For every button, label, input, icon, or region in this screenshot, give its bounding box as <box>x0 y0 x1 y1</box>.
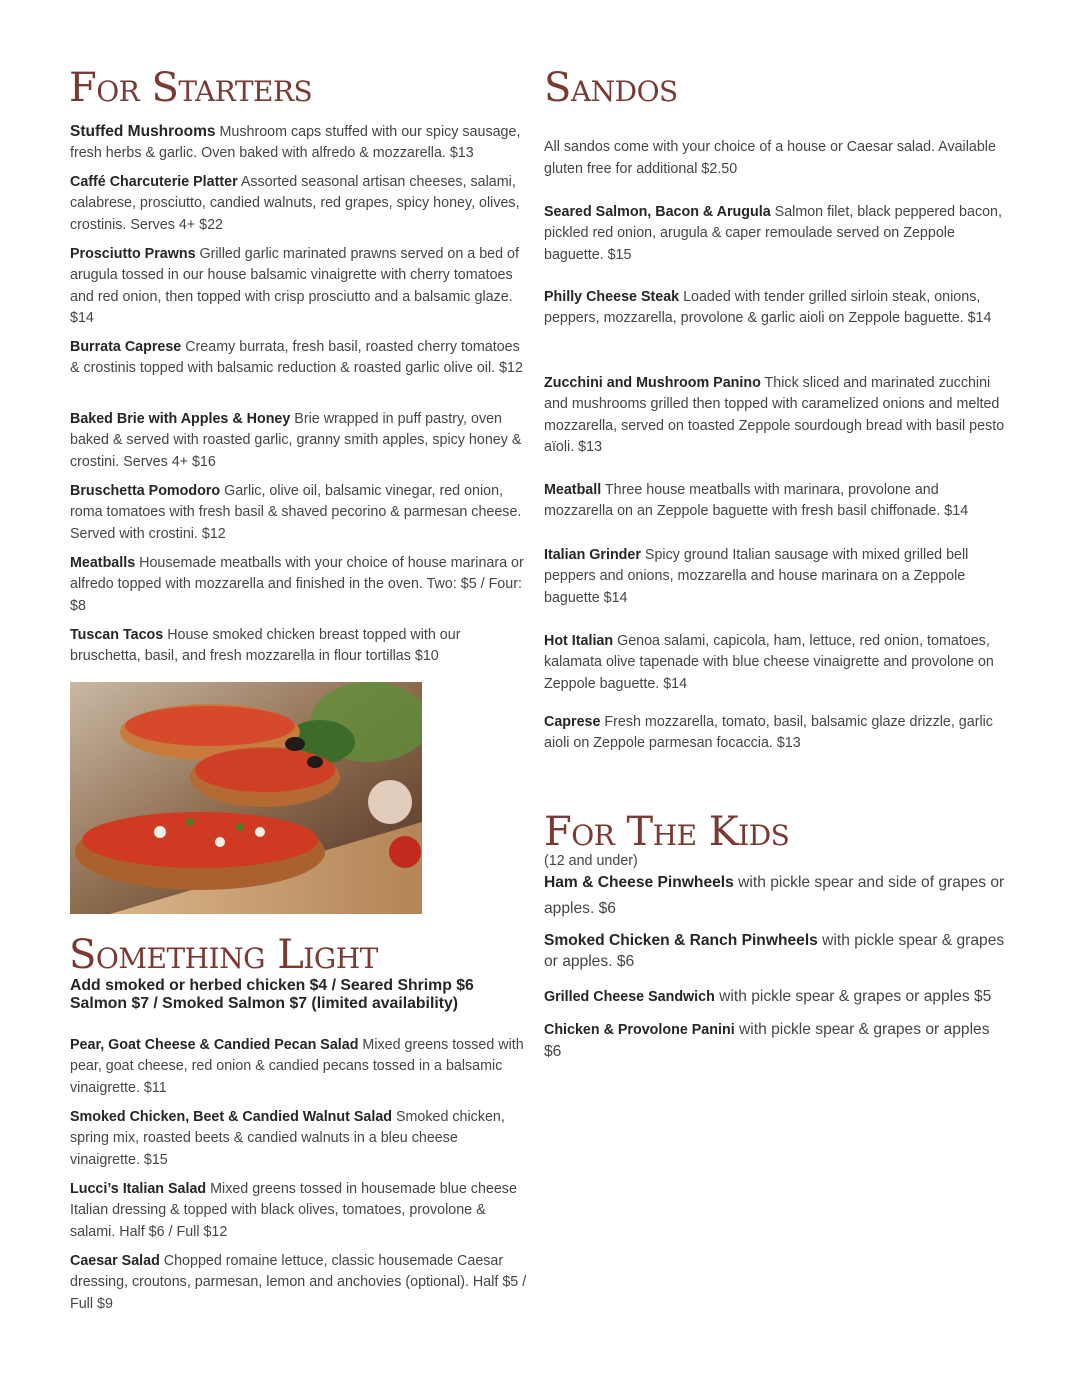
menu-item: Stuffed Mushrooms Mushroom caps stuffed with our spicy sausage, fresh herbs & garlic. Oven baked with alfredo & mozzarella. $13 <box>70 123 521 162</box>
sandos-heading: Sandos <box>544 65 678 111</box>
menu-item: Italian Grinder Spicy ground Italian sausage with mixed grilled bell peppers and onions, mozzarella and house marinara on a Zeppole baguette $14 <box>544 547 969 606</box>
sandos-note: All sandos come with your choice of a house or Caesar salad. Available gluten free for additional $2.50 <box>544 139 996 177</box>
menu-item: Caprese Fresh mozzarella, tomato, basil, balsamic glaze drizzle, garlic aioli on Zeppole parmesan focaccia. $13 <box>544 714 993 752</box>
menu-item: Zucchini and Mushroom Panino Thick sliced and marinated zucchini and mushrooms grilled then topped with caramelized onions and melted mozzarella, served on toasted Zeppole sourdough bread with basil pesto aïoli. $13 <box>544 375 1005 455</box>
something-light-heading: Something Light <box>69 932 378 978</box>
menu-item: Smoked Chicken & Ranch Pinwheels with pickle spear & grapes or apples. $6 <box>544 932 1005 970</box>
menu-item: Meatballs Housemade meatballs with your choice of house marinara or alfredo topped with mozzarella and finished in the oven. Two: $5 / Four: $8 <box>70 555 524 614</box>
bruschetta-image-icon <box>70 682 422 914</box>
starters-heading: For Starters <box>69 65 313 111</box>
menu-item: Philly Cheese Steak Loaded with tender grilled sirloin steak, onions, peppers, mozzarella, provolone & garlic aioli on Zeppole baguette. $14 <box>544 289 992 327</box>
menu-item: Chicken & Provolone Panini with pickle spear & grapes or apples $6 <box>544 1021 990 1060</box>
menu-item: Lucci’s Italian Salad Mixed greens tossed in housemade blue cheese Italian dressing & topped with black olives, tomatoes, provolone & salami. Half $6 / Full $12 <box>70 1181 517 1240</box>
kids-age-note: (12 and under) <box>544 853 638 869</box>
menu-item: Caffé Charcuterie Platter Assorted seasonal artisan cheeses, salami, calabrese, prosciutto, candied walnuts, red grapes, spicy honey, olives, crostinis. Serves 4+ $22 <box>70 174 520 233</box>
menu-item: Meatball Three house meatballs with marinara, provolone and mozzarella on an Zeppole baguette with fresh basil chiffonade. $14 <box>544 482 969 520</box>
menu-item: Caesar Salad Chopped romaine lettuce, classic housemade Caesar dressing, croutons, parmesan, lemon and anchovies (optional). Half $5 / Full $9 <box>70 1253 527 1312</box>
menu-item: Ham & Cheese Pinwheels with pickle spear and side of grapes or apples. $6 <box>544 874 1005 917</box>
menu-item: Bruschetta Pomodoro Garlic, olive oil, balsamic vinegar, red onion, roma tomatoes with fresh basil & shaved pecorino & parmesan cheese. Served with crostini. $12 <box>70 483 522 542</box>
menu-item: Pear, Goat Cheese & Candied Pecan Salad Mixed greens tossed with pear, goat cheese, red onion & candied pecans tossed in a balsamic vinaigrette. $11 <box>70 1037 524 1096</box>
menu-item: Tuscan Tacos House smoked chicken breast topped with our bruschetta, basil, and fresh mozzarella in flour tortillas $10 <box>70 627 461 665</box>
menu-item: Seared Salmon, Bacon & Arugula Salmon filet, black peppered bacon, pickled red onion, arugula & caper remoulade served on Zeppole baguette. $15 <box>544 204 1002 263</box>
kids-heading: For The Kids <box>544 809 790 855</box>
menu-item: Hot Italian Genoa salami, capicola, ham, lettuce, red onion, tomatoes, kalamata olive tapenade with blue cheese vinaigrette and provolone on Zeppole baguette. $14 <box>544 633 994 692</box>
menu-item: Grilled Cheese Sandwich with pickle spear & grapes or apples $5 <box>544 988 992 1005</box>
menu-item: Burrata Caprese Creamy burrata, fresh basil, roasted cherry tomatoes & crostinis topped with balsamic reduction & roasted garlic olive oil. $12 <box>70 339 523 377</box>
protein-addons: Add smoked or herbed chicken $4 / Seared Shrimp $6 Salmon $7 / Smoked Salmon $7 (limited availability) <box>70 977 474 1012</box>
bruschetta-photo <box>70 682 422 914</box>
menu-item: Smoked Chicken, Beet & Candied Walnut Salad Smoked chicken, spring mix, roasted beets & candied walnuts in a bleu cheese vinaigrette. $15 <box>70 1109 505 1168</box>
menu-item: Baked Brie with Apples & Honey Brie wrapped in puff pastry, oven baked & served with roasted garlic, granny smith apples, spicy honey & crostini. Serves 4+ $16 <box>70 411 522 470</box>
menu-item: Prosciutto Prawns Grilled garlic marinated prawns served on a bed of arugula tossed in our house balsamic vinaigrette with cherry tomatoes and red onion, then topped with crisp prosciutto and a balsamic glaze. $14 <box>70 246 519 326</box>
